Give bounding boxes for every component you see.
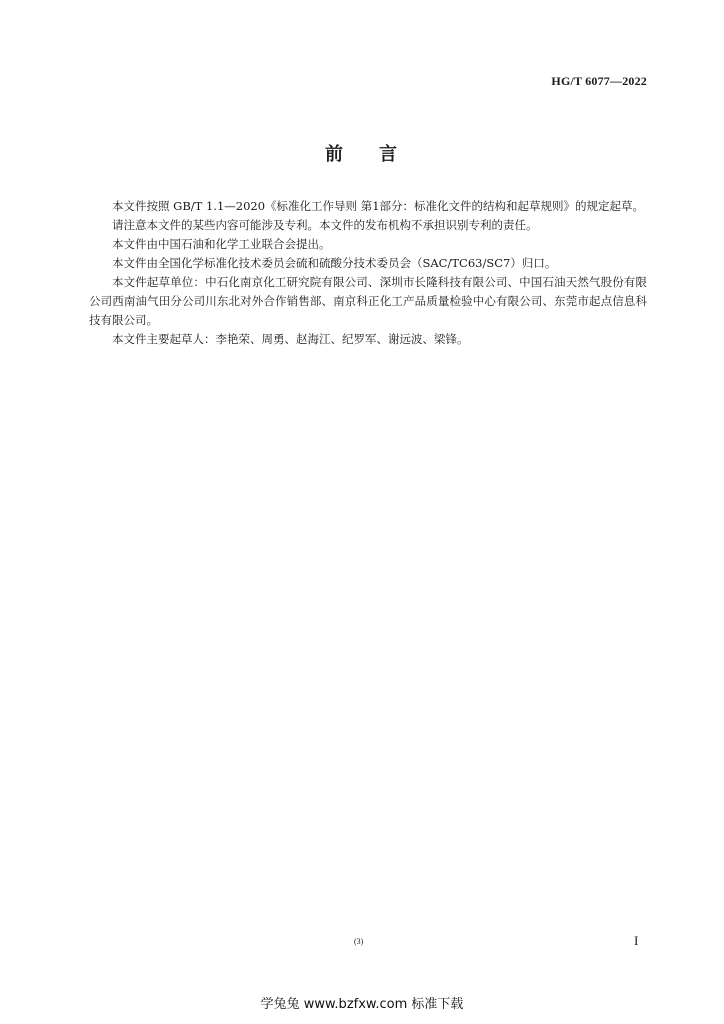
paragraph-technical-committee: 本文件由全国化学标准化技术委员会硫和硫酸分技术委员会（SAC/TC63/SC7）归口。 <box>112 256 557 270</box>
title-char-2: 言 <box>379 144 399 165</box>
paragraph-drafters: 本文件主要起草人：李艳荣、周勇、赵海江、纪罗军、谢远波、梁锋。 <box>112 332 469 346</box>
footer-watermark: 学兔兔 www.bzfxw.com 标准下载 <box>260 997 464 1012</box>
document-code: HG/T 6077—2022 <box>551 74 647 88</box>
page-number: I <box>634 933 639 948</box>
paragraph-patent-notice: 请注意本文件的某些内容可能涉及专利。本文件的发布机构不承担识别专利的责任。 <box>112 218 538 232</box>
paragraph-proposer: 本文件由中国石油和化学工业联合会提出。 <box>112 237 331 251</box>
print-mark: (3) <box>354 937 364 946</box>
paragraph-drafting-rules: 本文件按照 GB/T 1.1—2020《标准化工作导则 第1部分：标准化文件的结构和起草规则》的规定起草。 <box>112 199 645 213</box>
foreword-body <box>89 197 647 349</box>
page-title <box>0 140 724 166</box>
paragraph-drafting-units: 本文件起草单位：中石化南京化工研究院有限公司、深圳市长隆科技有限公司、中国石油天然气股份有限公司西南油气田分公司川东北对外合作销售部、南京科正化工产品质量检验中心有限公司、东莞市起点信息科技有限公司。 <box>89 275 647 327</box>
title-char-1: 前 <box>325 144 345 165</box>
